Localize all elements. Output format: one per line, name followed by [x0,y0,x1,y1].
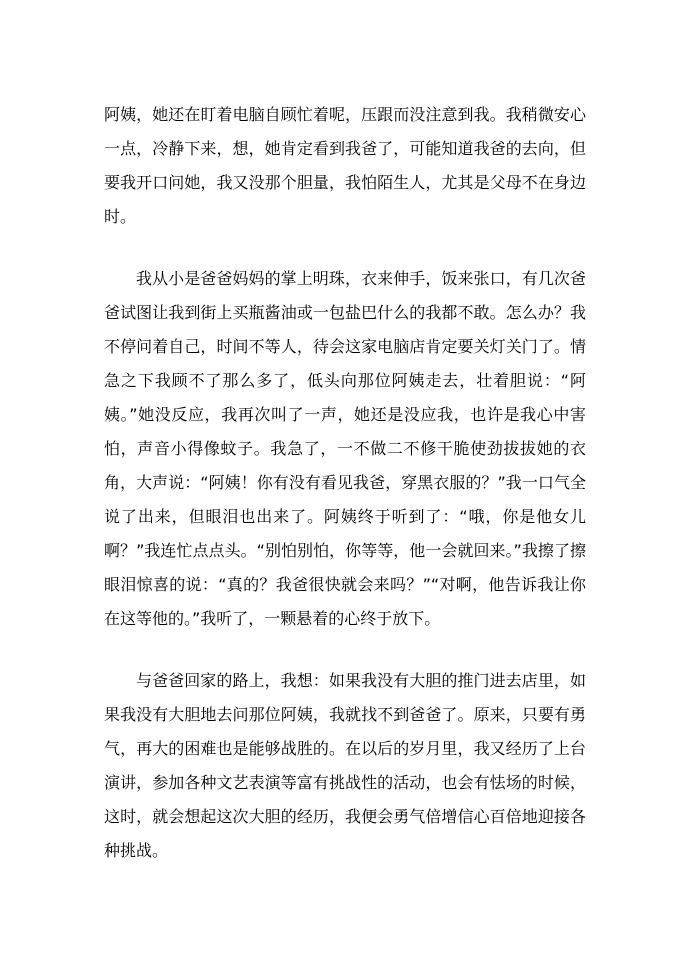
paragraph-3: 与爸爸回家的路上，我想：如果我没有大胆的推门进去店里，如果我没有大胆地去问那位阿姨，我就找不到爸爸了。原来，只要有勇气，再大的困难也是能够战胜的。在以后的岁月里，我又经历了上台演讲，参加各种文艺表演等富有挑战性的活动，也会有怯场的时候，这时，就会想起这次大胆的经历，我便会勇气倍增信心百倍地迎接各种挑战。 [104,671,586,860]
paragraph-2: 我从小是爸爸妈妈的掌上明珠，衣来伸手，饭来张口，有几次爸爸试图让我到街上买瓶酱油或一包盐巴什么的我都不敢。怎么办？我不停问着自己，时间不等人，待会这家电脑店肯定要关灯关门了。情急之下我顾不了那么多了，低头向那位阿姨走去，壮着胆说：“阿姨。”她没反应，我再次叫了一声，她还是没应我，也许是我心中害怕，声音小得像蚊子。我急了，一不做二不修干脆使劲拔拔她的衣角，大声说：“阿姨！你有没有看见我爸，穿黑衣服的？”我一口气全说了出来，但眼泪也出来了。阿姨终于听到了：“哦，你是他女儿啊？”我连忙点点头。“别怕别怕，你等等，他一会就回来。”我擦了擦眼泪惊喜的说：“真的？我爸很快就会来吗？”“对啊，他告诉我让你在这等他的。”我听了，一颗悬着的心终于放下。 [104,269,586,628]
document-body [104,98,586,896]
paragraph-1: 阿姨，她还在盯着电脑自顾忙着呢，压跟而没注意到我。我稍微安心一点，冷静下来，想，她肯定看到我爸了，可能知道我爸的去向，但要我开口问她，我又没那个胆量，我怕陌生人，尤其是父母不在身边时。 [104,105,586,226]
